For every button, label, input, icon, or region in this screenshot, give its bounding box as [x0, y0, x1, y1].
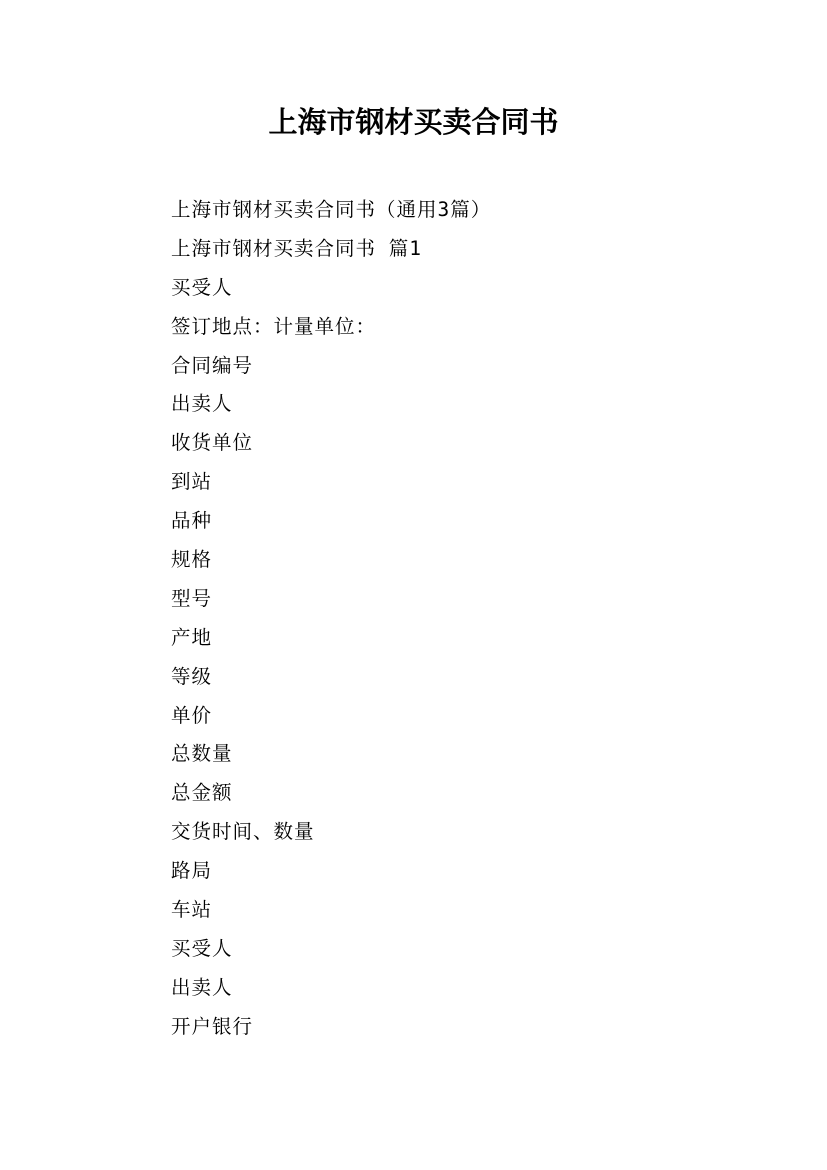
- document-line: 单价: [171, 703, 213, 727]
- document-line: 买受人: [171, 275, 233, 299]
- document-line: 到站: [171, 470, 213, 494]
- document-line: 收货单位: [171, 431, 254, 455]
- document-line: 合同编号: [171, 353, 254, 377]
- document-line: 开户银行: [171, 1014, 254, 1038]
- document-line: 出卖人: [171, 392, 233, 416]
- document-title: 上海市钢材买卖合同书: [268, 105, 559, 139]
- document-line: 品种: [171, 509, 213, 533]
- document-line: 总数量: [171, 742, 233, 766]
- document-line: 出卖人: [171, 975, 233, 999]
- document-line: 等级: [171, 664, 213, 688]
- document-line: 交货时间、数量: [171, 820, 315, 844]
- document-body: [171, 191, 491, 1047]
- document-line: 规格: [171, 548, 213, 572]
- document-line: 上海市钢材买卖合同书 篇1: [171, 236, 422, 260]
- document-line: 上海市钢材买卖合同书（通用3篇）: [171, 198, 492, 221]
- document-line: 产地: [171, 625, 213, 649]
- document-line: 路局: [171, 859, 213, 883]
- document-line: 型号: [171, 586, 213, 610]
- document-line: 买受人: [171, 936, 233, 960]
- document-line: 总金额: [171, 781, 233, 805]
- document-line: 签订地点：计量单位：: [171, 314, 377, 338]
- document-line: 车站: [171, 898, 213, 922]
